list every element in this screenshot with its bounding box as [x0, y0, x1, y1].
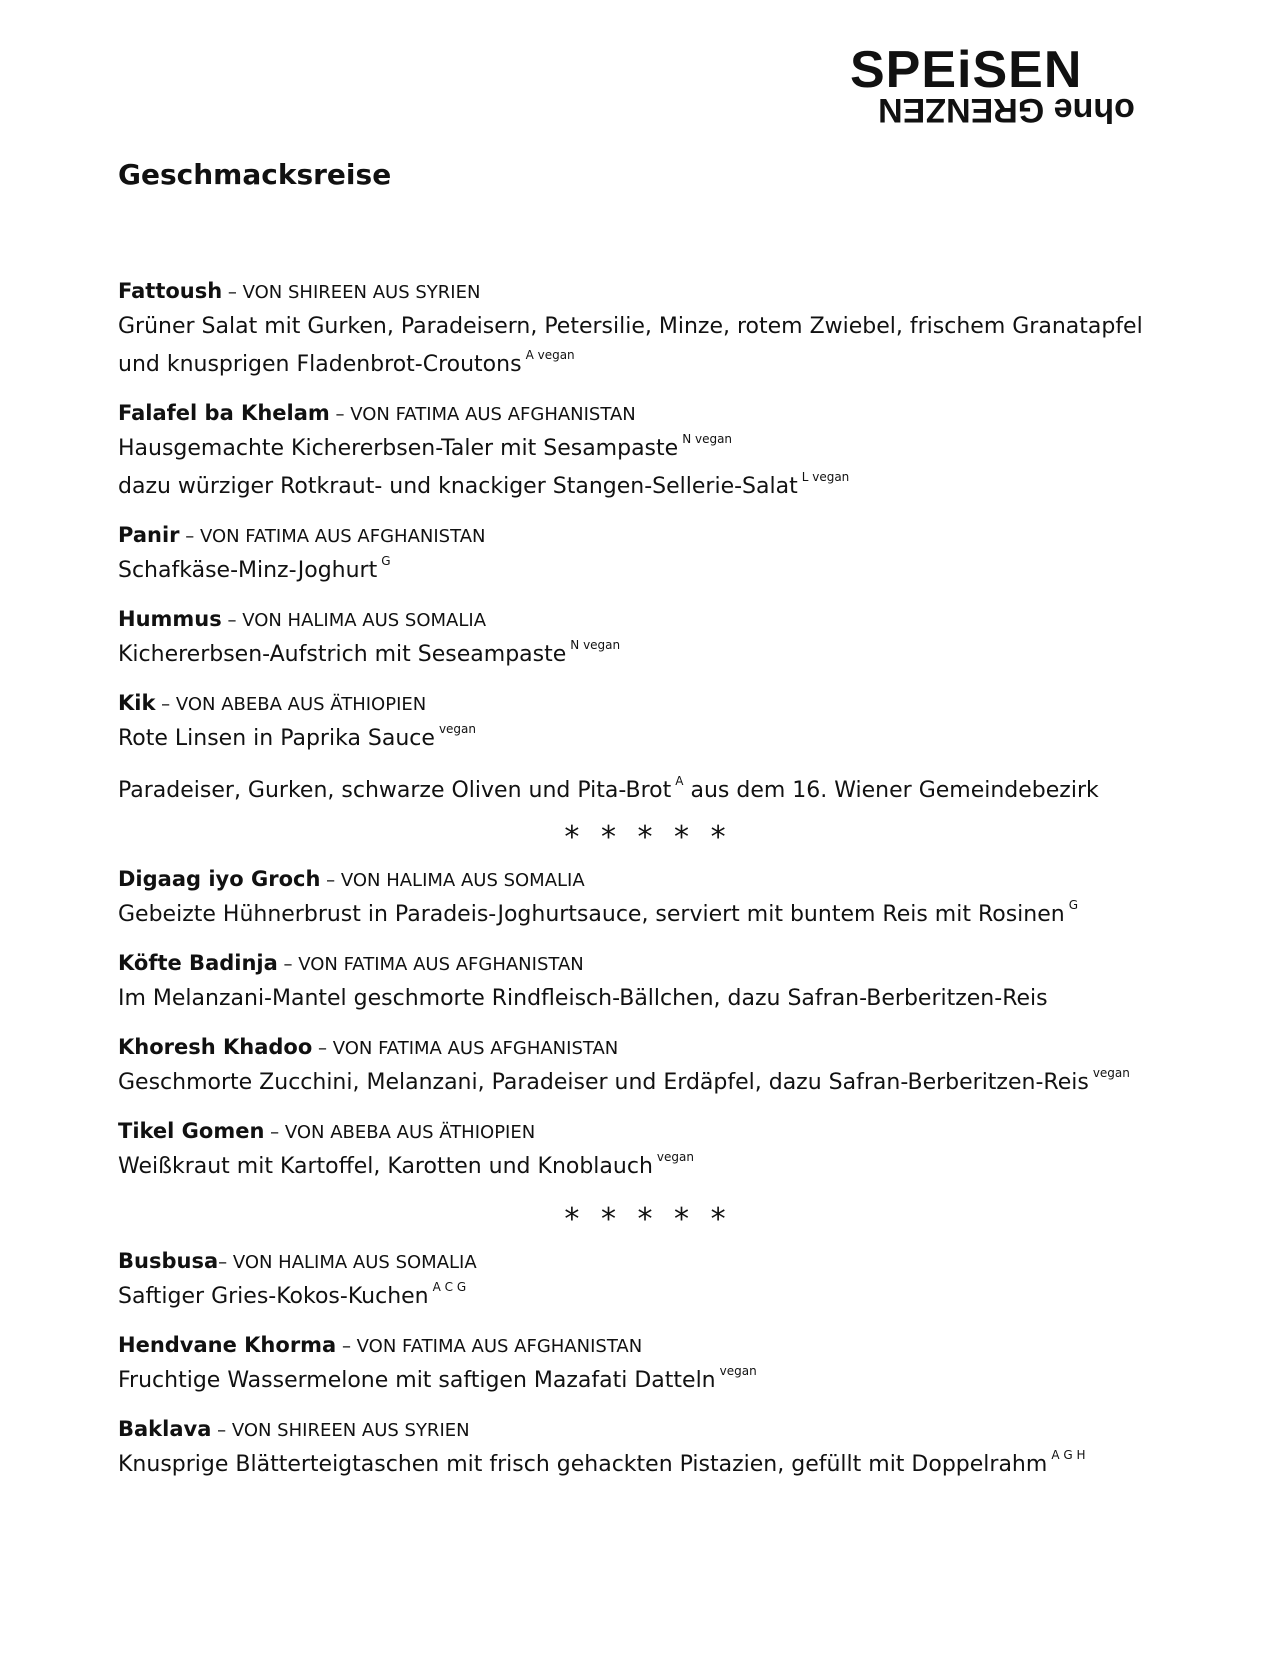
allergen-note: vegan: [656, 1149, 694, 1164]
allergen-note: G: [1068, 897, 1079, 912]
dish-description: Saftiger Gries-Kokos-Kuchen $^{A C G}$: [118, 1279, 467, 1309]
dish-item: [118, 604, 1178, 674]
logo-line-1: SPEiSEN: [850, 41, 1083, 99]
dish-item: [118, 948, 1178, 1018]
dish-name: Hummus: [118, 607, 222, 631]
dish-name: Baklava: [118, 1417, 212, 1441]
allergen-note: N vegan: [682, 431, 733, 446]
dish-item: [118, 1330, 1178, 1400]
dish-origin: – VON FATIMA AUS AFGHANISTAN: [179, 526, 486, 547]
allergen-note: A: [675, 773, 684, 788]
dish-origin: – VON FATIMA AUS AFGHANISTAN: [277, 954, 584, 975]
dish-name: Falafel ba Khelam: [118, 401, 330, 425]
dish-description: Geschmorte Zucchini, Melanzani, Paradeiser und Erdäpfel, dazu Safran-Berberitzen-Reis $^{vegan}$: [118, 1065, 1130, 1095]
dish-description: Gebeizte Hühnerbrust in Paradeis-Joghurtsauce, serviert mit buntem Reis mit Rosinen $^G$: [118, 897, 1079, 927]
dish-origin: – VON HALIMA AUS SOMALIA: [320, 870, 585, 891]
allergen-note: vegan: [438, 721, 476, 736]
dish-description: Rote Linsen in Paprika Sauce $^{vegan}$: [118, 721, 476, 751]
allergen-note: vegan: [1092, 1065, 1130, 1080]
dish-name: Kik: [118, 691, 156, 715]
dish-description: Schafkäse-Minz-Joghurt $^G$: [118, 553, 391, 583]
dish-item: [118, 1246, 1178, 1316]
dish-origin: – VON HALIMA AUS SOMALIA: [221, 610, 487, 631]
dish-origin: – VON FATIMA AUS AFGHANISTAN: [329, 404, 636, 425]
allergen-note: vegan: [719, 1363, 757, 1378]
dish-item: [118, 1414, 1178, 1484]
section-separator: * * * * *: [564, 820, 732, 855]
dish-description: dazu würziger Rotkraut- und knackiger Stangen-Sellerie-Salat $^{L vegan}$: [118, 469, 850, 499]
side-dishes-line: Paradeiser, Gurken, schwarze Oliven und Pita-Brot $^A$ aus dem 16. Wiener Gemeindebezirk: [118, 773, 1099, 803]
dish-name: Panir: [118, 523, 180, 547]
dish-origin: – VON HALIMA AUS SOMALIA: [218, 1252, 477, 1273]
dish-item: [118, 1116, 1178, 1186]
dish-name: Hendvane Khorma: [118, 1333, 337, 1357]
dish-name: Köfte Badinja: [118, 951, 278, 975]
dish-description: und knusprigen Fladenbrot-Croutons $^{A vegan}$: [118, 347, 575, 377]
dish-description: Im Melanzani-Mantel geschmorte Rindfleisch-Bällchen, dazu Safran-Berberitzen-Reis: [118, 986, 1048, 1011]
dish-origin: – VON ABEBA AUS ÄTHIOPIEN: [264, 1122, 536, 1143]
allergen-note: A vegan: [525, 347, 575, 362]
allergen-note: G: [381, 553, 391, 568]
dish-item: [118, 864, 1178, 934]
menu-list: [118, 276, 1178, 1498]
dish-name: Busbusa: [118, 1249, 219, 1273]
allergen-note: N vegan: [570, 637, 621, 652]
dish-item: [118, 688, 1178, 758]
allergen-note: A C G: [432, 1279, 467, 1294]
section-separator: * * * * *: [564, 1202, 732, 1237]
dish-item: [118, 276, 1178, 384]
dish-description: Weißkraut mit Kartoffel, Karotten und Knoblauch $^{vegan}$: [118, 1149, 694, 1179]
dish-origin: – VON ABEBA AUS ÄTHIOPIEN: [155, 694, 427, 715]
brand-logo: [850, 41, 1170, 129]
dish-description: Knusprige Blätterteigtaschen mit frisch gehackten Pistazien, gefüllt mit Doppelrahm $^{A G H}$: [118, 1447, 1086, 1477]
dish-description: Hausgemachte Kichererbsen-Taler mit Sesampaste $^{N vegan}$: [118, 431, 733, 461]
dish-name: Khoresh Khadoo: [118, 1035, 313, 1059]
dish-name: Fattoush: [118, 279, 223, 303]
dish-origin: – VON FATIMA AUS AFGHANISTAN: [336, 1336, 643, 1357]
dish-origin: – VON SHIREEN AUS SYRIEN: [211, 1420, 470, 1441]
dish-description: Fruchtige Wassermelone mit saftigen Mazafati Datteln $^{vegan}$: [118, 1363, 757, 1393]
allergen-note: A G H: [1051, 1447, 1086, 1462]
logo-line-2: ohne GRENZEN: [878, 91, 1135, 129]
dish-description: Kichererbsen-Aufstrich mit Seseampaste $^{N vegan}$: [118, 637, 621, 667]
dish-description: Grüner Salat mit Gurken, Paradeisern, Petersilie, Minze, rotem Zwiebel, frischem Granatapfel: [118, 314, 1143, 339]
dish-origin: – VON FATIMA AUS AFGHANISTAN: [312, 1038, 619, 1059]
dish-origin: – VON SHIREEN AUS SYRIEN: [222, 282, 481, 303]
dish-item: [118, 1032, 1178, 1102]
dish-item: [118, 520, 1178, 590]
page-title: Geschmacksreise: [118, 158, 392, 191]
dish-name: Tikel Gomen: [118, 1119, 265, 1143]
allergen-note: L vegan: [801, 469, 850, 484]
dish-item: [118, 398, 1178, 506]
dish-name: Digaag iyo Groch: [118, 867, 321, 891]
